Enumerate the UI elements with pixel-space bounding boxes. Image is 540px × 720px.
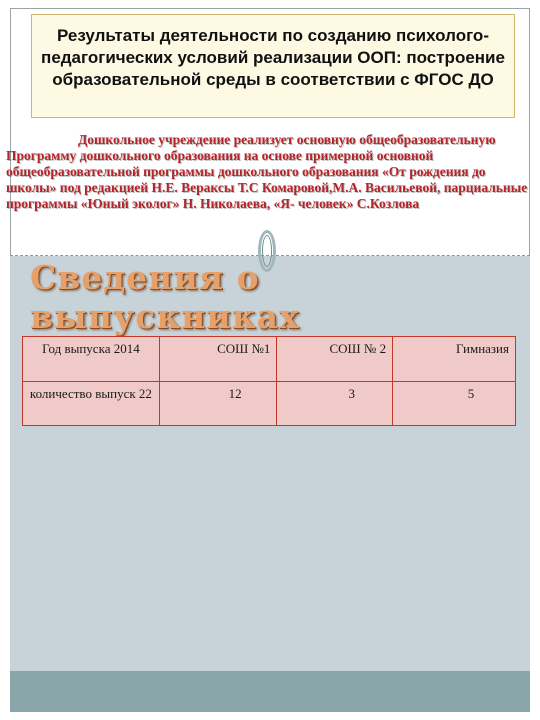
header-school-2: СОШ № 2	[277, 337, 393, 382]
table-row	[23, 382, 516, 426]
intro-paragraph: Дошкольное учреждение реализует основную общеобразовательную Программу дошкольного образования на основе примерной основной общеобразовательной программы дошкольного образования «От рождения до школы» под редакцией Н.Е. Вераксы Т.С Комаровой,М.А. Васильевой, парциальные программы «Юный эколог» Н. Николаева, «Я- человек» С.Козлова	[6, 132, 528, 211]
cell-school-1: 12	[159, 382, 277, 426]
header-gymnasium: Гимназия	[393, 337, 516, 382]
header-year: Год выпуска 2014	[23, 337, 160, 382]
section-heading: Сведения о выпускниках	[30, 258, 300, 336]
cell-school-2: 3	[277, 382, 393, 426]
cell-graduates-count: количество выпуск 22	[23, 382, 160, 426]
header-school-1: СОШ №1	[159, 337, 277, 382]
graduates-table	[22, 336, 516, 426]
title-box	[31, 14, 515, 118]
slide-title: Результаты деятельности по созданию психолого-педагогических условий реализации ООП: построение образовательной среды в соответствии с ФГОС ДО	[41, 26, 505, 89]
table-row	[23, 337, 516, 382]
footer-bar	[10, 671, 530, 712]
cell-gymnasium: 5	[393, 382, 516, 426]
